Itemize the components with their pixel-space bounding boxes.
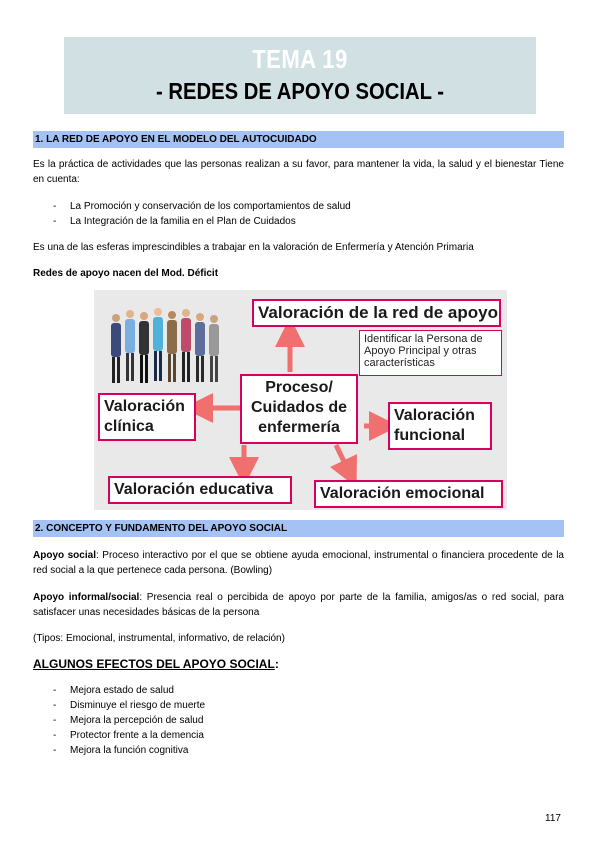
page-subtitle: - REDES DE APOYO SOCIAL -: [156, 78, 444, 104]
note-persona-apoyo: Identificar la Persona de Apoyo Principal y otras características: [359, 330, 502, 376]
box-valoracion-emocional: Valoración emocional: [314, 480, 503, 508]
section-1-paragraph: Es una de las esferas imprescindibles a trabajar en la valoración de Enfermería y Atención Primaria: [33, 242, 474, 253]
list-item: - La Promoción y conservación de los comportamientos de salud: [53, 201, 351, 212]
list-item: - Mejora la función cognitiva: [53, 745, 189, 756]
list-item: - La Integración de la familia en el Plan de Cuidados: [53, 216, 296, 227]
list-item: - Mejora la percepción de salud: [53, 715, 204, 726]
types-note: (Tipos: Emocional, instrumental, informativo, de relación): [33, 633, 285, 644]
list-item: - Mejora estado de salud: [53, 685, 174, 696]
page-number: 117: [545, 813, 561, 824]
box-valoracion-funcional: Valoración funcional: [388, 402, 492, 450]
section-1-intro: Es la práctica de actividades que las personas realizan a su favor, para mantener la vida, la salud y el bienestar Tiene en cuenta:: [33, 159, 564, 185]
section-1-heading: 1. LA RED DE APOYO EN EL MODELO DEL AUTOCUIDADO: [33, 131, 564, 148]
box-proceso-cuidados: Proceso/ Cuidados de enfermería: [240, 374, 358, 444]
list-item: - Disminuye el riesgo de muerte: [53, 700, 206, 711]
effects-heading: ALGUNOS EFECTOS DEL APOYO SOCIAL:: [33, 657, 279, 671]
title-banner: [64, 37, 536, 114]
box-valoracion-educativa: Valoración educativa: [108, 476, 292, 504]
box-valoracion-clinica: Valoración clínica: [98, 393, 196, 441]
box-red-apoyo: Valoración de la red de apoyo: [252, 299, 501, 327]
definition-apoyo-social: Apoyo social: Proceso interactivo por el que se obtiene ayuda emocional, instrumental o financiera procedente de la red social a la que pertenece cada persona. (Bowling): [33, 550, 564, 576]
list-item: - Protector frente a la demencia: [53, 730, 204, 741]
arrow-down-right: [336, 445, 350, 474]
section-2-heading: 2. CONCEPTO Y FUNDAMENTO DEL APOYO SOCIAL: [33, 520, 564, 537]
section-1-bold-line: Redes de apoyo nacen del Mod. Déficit: [33, 268, 219, 279]
care-process-diagram: [94, 290, 507, 510]
definition-apoyo-informal: Apoyo informal/social: Presencia real o percibida de apoyo por parte de la familia, amigos/as o red social, para satisfacer unas necesidades básicas de la persona: [33, 592, 564, 618]
page-title: TEMA 19: [252, 44, 348, 74]
